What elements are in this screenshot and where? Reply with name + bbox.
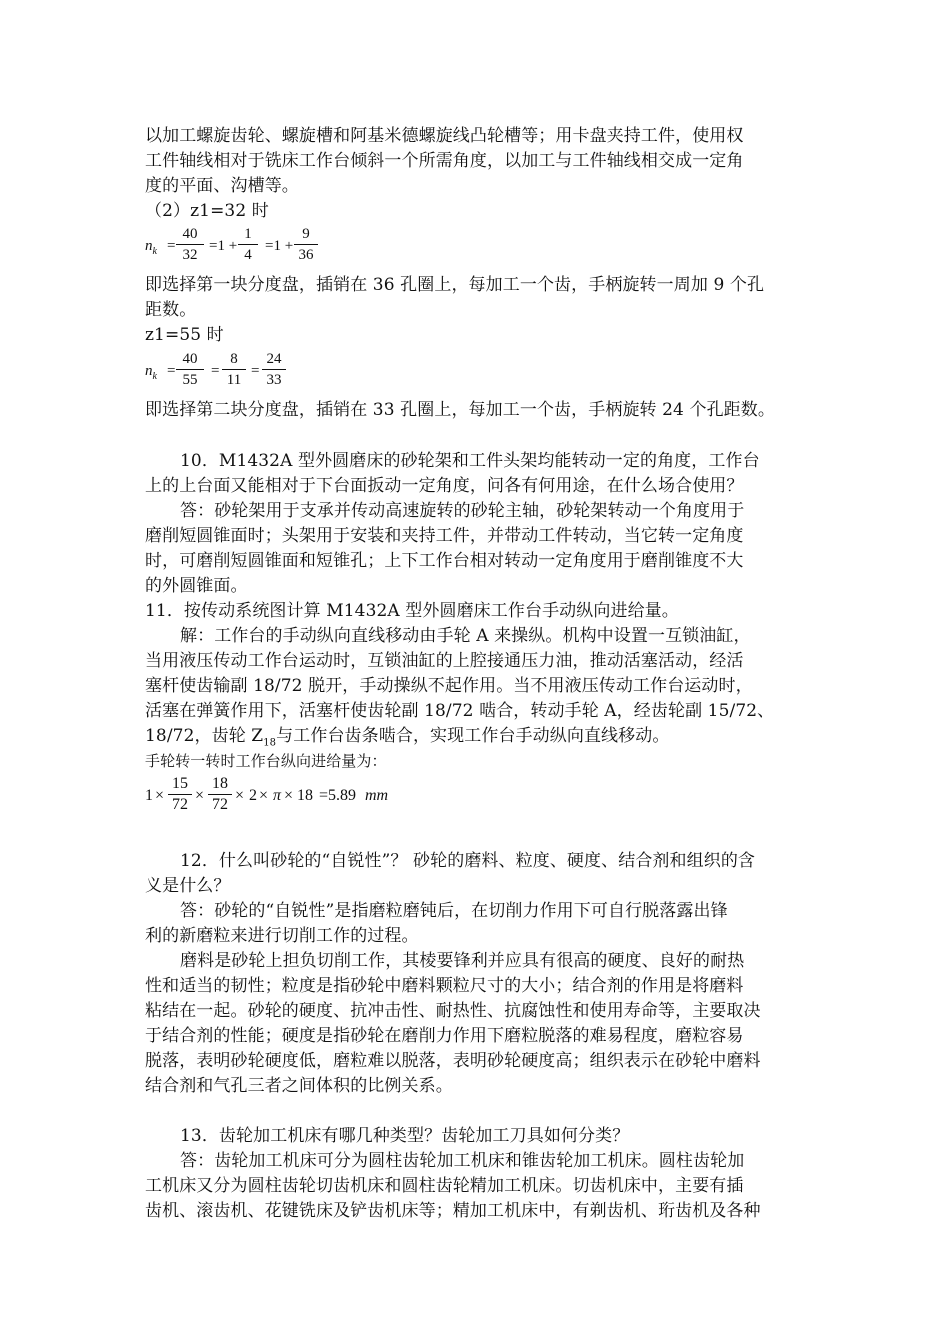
text-line: 结合剂和气孔三者之间体积的比例关系。: [145, 1076, 453, 1096]
text-line: 活塞在弹簧作用下，活塞杆使齿轮副 18/72 啮合，转动手轮 A，经齿轮副 15/72、: [145, 701, 775, 721]
fraction: 1 4: [237, 225, 259, 264]
answer-11: 解：工作台的手动纵向直线移动由手轮 A 来操纵。机构中设置一互锁油缸，: [180, 626, 751, 646]
text-line: 义是什么？: [145, 876, 231, 896]
question-11: 11．按传动系统图计算 M1432A 型外圆磨床工作台手动纵向进给量。: [145, 601, 679, 621]
answer-10: 答：砂轮架用于支承并传动高速旋转的砂轮主轴，砂轮架转动一个角度用于: [180, 501, 745, 521]
fraction: 8 11: [221, 350, 247, 389]
subheading: z1=55 时: [145, 325, 224, 345]
text-line: 利的新磨粒来进行切削工作的过程。: [145, 926, 419, 946]
text-line: 塞杆使齿输副 18/72 脱开，手动操纵不起作用。当不用液压传动工作台运动时，: [145, 676, 753, 696]
text-line: 于结合剂的性能；硬度是指砂轮在磨削力作用下磨粒脱落的难易程度，磨粒容易: [145, 1026, 744, 1046]
answer-13: 答：齿轮加工机床可分为圆柱齿轮加工机床和锥齿轮加工机床。圆柱齿轮加: [180, 1151, 745, 1171]
text-line: 磨削短圆锥面时；头架用于安装和夹持工件，并带动工件转动，当它转一定角度: [145, 526, 744, 546]
formula-variable: $n_k$: [145, 238, 157, 257]
text-line: 度的平面、沟槽等。: [145, 176, 299, 196]
formula-nk-55: [145, 350, 345, 396]
text-line: 齿机、滚齿机、花键铣床及铲齿机床等；精加工机床中，有剃齿机、珩齿机及各种: [145, 1201, 761, 1221]
text-line: 粘结在一起。砂轮的硬度、抗冲击性、耐热性、抗腐蚀性和使用寿命等，主要取决: [145, 1001, 761, 1021]
equals-sign: =: [211, 363, 220, 379]
formula-unit: mm: [365, 787, 389, 804]
text-line: 时，可磨削短圆锥面和短锥孔；上下工作台相对转动一定角度用于磨削锥度不大: [145, 551, 744, 571]
formula-nk-32: [145, 225, 345, 271]
formula-feed-amount: [145, 775, 445, 821]
times-sign: ×: [235, 787, 245, 804]
text-line: 即选择第一块分度盘，插销在 36 孔圈上，每加工一个齿，手柄旋转一周加 9 个孔: [145, 275, 765, 295]
fraction: 15 72: [167, 775, 193, 814]
question-13: 13．齿轮加工机床有哪几种类型？齿轮加工刀具如何分类？: [180, 1126, 630, 1146]
fraction: 24 33: [261, 350, 287, 389]
times-sign: ×: [195, 787, 205, 804]
text-line: 工机床又分为圆柱齿轮切齿机床和圆柱齿轮精加工机床。切齿机床中，主要有插: [145, 1176, 744, 1196]
text-line: 性和适当的韧性；粒度是指砂轮中磨料颗粒尺寸的大小；结合剂的作用是将磨料: [145, 976, 744, 996]
equals-sign: =: [167, 238, 176, 254]
formula-term: 18: [297, 787, 313, 804]
text-line: 即选择第二块分度盘，插销在 33 孔圈上，每加工一个齿，手柄旋转 24 个孔距数。: [145, 400, 775, 420]
text-line: 当用液压传动工作台运动时，互锁油缸的上腔接通压力油，推动活塞活动，经活: [145, 651, 744, 671]
times-sign: ×: [155, 787, 165, 804]
formula-term: =1 +: [209, 238, 238, 254]
text-line: 脱落，表明砂轮硬度低，磨粒难以脱落，表明砂轮硬度高；组织表示在砂轮中磨料: [145, 1051, 761, 1071]
text-line: 以加工螺旋齿轮、螺旋槽和阿基米德螺旋线凸轮槽等；用卡盘夹持工件，使用权: [145, 126, 744, 146]
formula-term: 1: [145, 787, 153, 804]
fraction: 40 55: [175, 350, 205, 389]
answer-12: 答：砂轮的“自锐性”是指磨粒磨钝后，在切削力作用下可自行脱落露出锋: [180, 901, 728, 921]
question-12: 12．什么叫砂轮的“自锐性”？ 砂轮的磨料、粒度、硬度、结合剂和组织的含: [180, 851, 756, 871]
formula-result: =5.89: [319, 787, 357, 804]
question-10: 10．M1432A 型外圆磨床的砂轮架和工件头架均能转动一定的角度，工作台: [180, 451, 760, 471]
text-line: 工件轴线相对于铣床工作台倾斜一个所需角度，以加工与工件轴线相交成一定角: [145, 151, 744, 171]
equals-sign: =: [167, 363, 176, 379]
text-line: 距数。: [145, 300, 197, 320]
fraction: 18 72: [207, 775, 233, 814]
text-line: 磨料是砂轮上担负切削工作，其棱要锋利并应具有很高的硬度、良好的耐热: [180, 951, 745, 971]
text-line: 的外圆锥面。: [145, 576, 248, 596]
formula-term: 2: [249, 787, 257, 804]
pi-symbol: π: [273, 787, 282, 804]
subheading: （2）z1=32 时: [145, 201, 269, 221]
text-line: 18/72，齿轮 $Z_{18}$与工作台齿条啮合，实现工作台手动纵向直线移动。: [145, 726, 670, 749]
fraction: 9 36: [293, 225, 319, 264]
text-line: 上的上台面又能相对于下台面扳动一定角度，问各有何用途，在什么场合使用？: [145, 476, 744, 496]
formula-term: =1 +: [265, 238, 294, 254]
fraction: 40 32: [175, 225, 205, 264]
times-sign: ×: [284, 787, 294, 804]
times-sign: ×: [259, 787, 269, 804]
formula-variable: $n_k$: [145, 363, 157, 382]
text-line: 手轮转一转时工作台纵向进给量为：: [145, 752, 387, 770]
equals-sign: =: [251, 363, 260, 379]
